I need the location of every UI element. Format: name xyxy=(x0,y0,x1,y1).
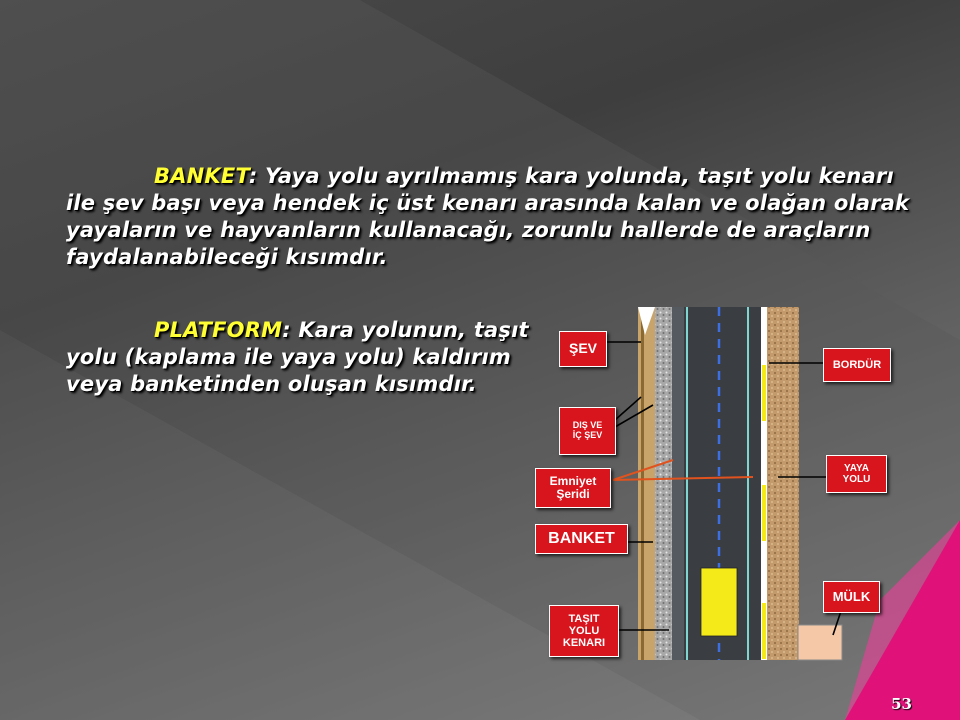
road-vertical-text-span: YOLU xyxy=(718,595,729,623)
tasit-yolu-kenari-label xyxy=(549,605,619,657)
emniyet-line1: Emniyet xyxy=(549,473,597,488)
page-number: 53 xyxy=(891,695,912,713)
tasit-line2: YOLU xyxy=(568,624,600,637)
dis-ic-sev-line2: İÇ ŞEV xyxy=(572,430,603,440)
platform-term: PLATFORM xyxy=(154,318,283,342)
yaya-line1: YAYA xyxy=(843,463,870,474)
bordur-label-text: BORDÜR xyxy=(832,358,882,371)
platform-text: : Kara yolunun, taşıt yolu (kaplama ile yaya yolu) kaldırım veya banketinden oluşan kısımdır. xyxy=(66,318,529,396)
tasit-line3: KENARI xyxy=(562,637,606,650)
sev-label-text: ŞEV xyxy=(568,340,597,357)
banket-label-text: BANKET xyxy=(548,530,615,548)
yaya-yolu-label xyxy=(826,455,887,493)
tasit-line1: TAŞIT xyxy=(568,612,600,625)
mulk-label xyxy=(823,581,880,613)
sev-label xyxy=(559,331,607,367)
banket-label xyxy=(535,524,628,554)
banket-text: : Yaya yolu ayrılmamış kara yolunda, taşıt yolu kenarı ile şev başı veya hendek iç üst kenarı arasında kalan ve olağan olarak yayaların ve hayvanların kullanacağı, zorunlu hallerde de araçların faydalanabileceği kısımdır. xyxy=(66,164,910,269)
banket-term: BANKET xyxy=(154,164,249,188)
road-cross-section-diagram xyxy=(533,305,893,665)
road-vertical-text xyxy=(718,595,729,623)
emniyet-line2: Şeridi xyxy=(556,487,590,501)
platform-definition xyxy=(66,317,536,398)
emniyet-seridi-label xyxy=(535,468,611,508)
dis-ic-sev-line1: DIŞ VE xyxy=(572,420,603,431)
banket-definition xyxy=(66,163,916,271)
bordur-label xyxy=(823,348,891,382)
mulk-label-text: MÜLK xyxy=(832,588,871,604)
dis-ic-sev-label xyxy=(559,407,616,455)
yaya-line2: YOLU xyxy=(842,474,871,485)
